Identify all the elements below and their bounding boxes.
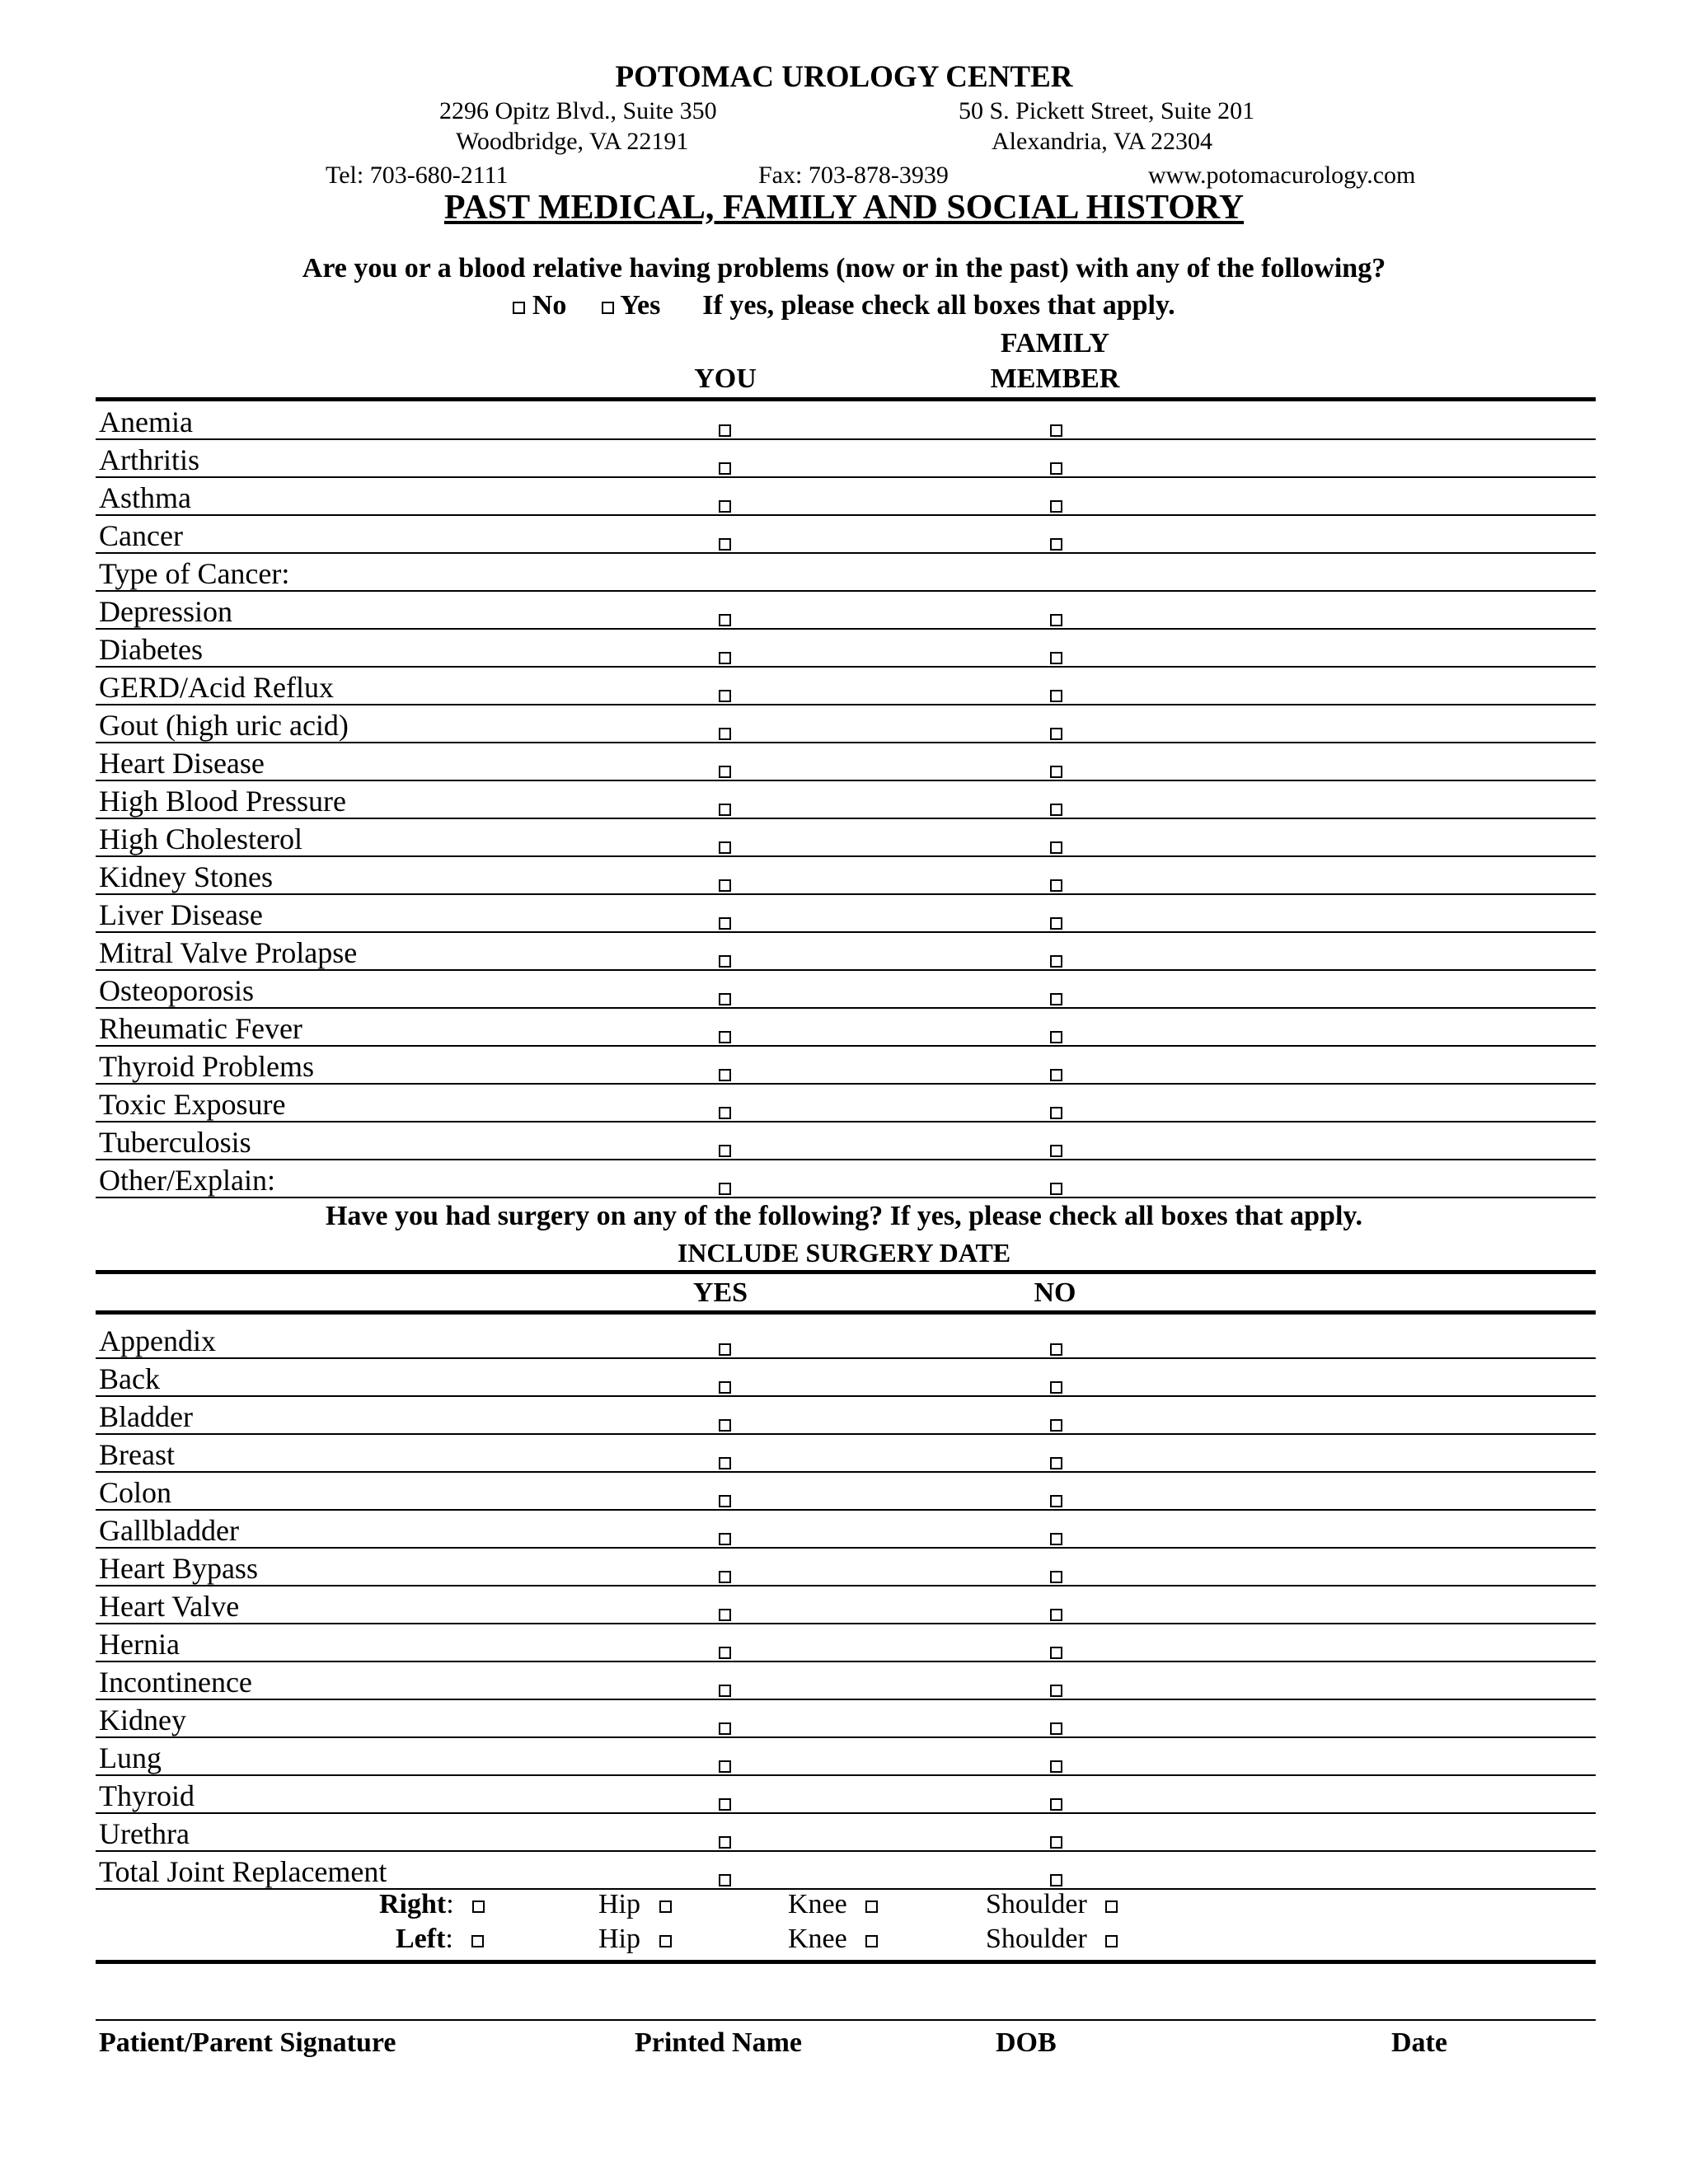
condition-label: Toxic Exposure bbox=[99, 1088, 286, 1121]
surgery-no-checkbox[interactable] bbox=[1050, 1495, 1062, 1507]
condition-label: Asthma bbox=[99, 481, 191, 514]
surgery-no-checkbox[interactable] bbox=[1050, 1457, 1062, 1469]
surgery-row bbox=[96, 1471, 1596, 1511]
condition-label: Osteoporosis bbox=[99, 974, 254, 1007]
condition-row bbox=[96, 704, 1596, 743]
surgery-label: Hernia bbox=[99, 1628, 180, 1661]
surgery-row bbox=[96, 1585, 1596, 1624]
history-instruction: If yes, please check all boxes that apply. bbox=[702, 290, 1175, 321]
joint-left-hip bbox=[598, 1924, 672, 1955]
joint-left-knee-checkbox[interactable] bbox=[865, 1935, 878, 1947]
surgery-label: Gallbladder bbox=[99, 1514, 239, 1547]
condition-row bbox=[96, 590, 1596, 630]
condition-row bbox=[96, 931, 1596, 971]
surgery-yes-checkbox[interactable] bbox=[719, 1722, 731, 1735]
you-checkbox[interactable] bbox=[719, 955, 731, 968]
col-no: NO bbox=[1034, 1277, 1076, 1308]
condition-label: Gout (high uric acid) bbox=[99, 709, 349, 742]
signature-line[interactable] bbox=[96, 2019, 1596, 2021]
condition-row bbox=[96, 628, 1596, 668]
yes-label: Yes bbox=[620, 290, 661, 321]
you-checkbox[interactable] bbox=[719, 841, 731, 854]
joint-right-knee-checkbox[interactable] bbox=[865, 1900, 878, 1913]
surgery-label: Appendix bbox=[99, 1324, 216, 1357]
joint-left-hip-label: Hip bbox=[598, 1924, 640, 1954]
condition-label: High Cholesterol bbox=[99, 823, 302, 855]
family-member-checkbox[interactable] bbox=[1050, 993, 1062, 1005]
you-checkbox[interactable] bbox=[719, 1031, 731, 1043]
you-checkbox[interactable] bbox=[719, 993, 731, 1005]
address1-line1: 2296 Opitz Blvd., Suite 350 bbox=[439, 97, 717, 124]
surgery-label: Urethra bbox=[99, 1817, 190, 1850]
joint-left-checkbox[interactable] bbox=[471, 1935, 484, 1947]
surgery-label: Total Joint Replacement bbox=[99, 1855, 387, 1888]
surgery-no-checkbox[interactable] bbox=[1050, 1836, 1062, 1849]
you-checkbox[interactable] bbox=[719, 879, 731, 892]
family-member-checkbox[interactable] bbox=[1050, 766, 1062, 778]
col-family-line2: MEMBER bbox=[990, 363, 1120, 394]
you-checkbox[interactable] bbox=[719, 766, 731, 778]
surgery-header-rule bbox=[96, 1310, 1596, 1315]
no-checkbox[interactable] bbox=[513, 302, 525, 314]
family-member-checkbox[interactable] bbox=[1050, 1069, 1062, 1081]
joint-right-knee-label: Knee bbox=[788, 1889, 847, 1919]
condition-row bbox=[96, 1159, 1596, 1198]
condition-label: Heart Disease bbox=[99, 747, 265, 780]
surgery-yes-checkbox[interactable] bbox=[719, 1874, 731, 1886]
family-member-checkbox[interactable] bbox=[1050, 804, 1062, 816]
surgery-yes-checkbox[interactable] bbox=[719, 1571, 731, 1583]
family-member-checkbox[interactable] bbox=[1050, 652, 1062, 664]
surgery-yes-checkbox[interactable] bbox=[719, 1343, 731, 1356]
condition-label: Diabetes bbox=[99, 633, 203, 666]
surgery-label: Kidney bbox=[99, 1704, 186, 1736]
condition-row bbox=[96, 1083, 1596, 1122]
family-member-checkbox[interactable] bbox=[1050, 538, 1062, 551]
joint-right-shoulder-label: Shoulder bbox=[986, 1889, 1087, 1919]
condition-row bbox=[96, 969, 1596, 1009]
you-checkbox[interactable] bbox=[719, 500, 731, 513]
surgery-row bbox=[96, 1509, 1596, 1549]
surgery-no-checkbox[interactable] bbox=[1050, 1609, 1062, 1621]
joint-left-knee bbox=[788, 1924, 878, 1955]
cancer-type-field[interactable] bbox=[96, 552, 1596, 592]
family-member-checkbox[interactable] bbox=[1050, 500, 1062, 513]
family-member-checkbox[interactable] bbox=[1050, 424, 1062, 437]
surgery-label: Lung bbox=[99, 1741, 162, 1774]
surgery-row bbox=[96, 1623, 1596, 1662]
address2-line1: 50 S. Pickett Street, Suite 201 bbox=[959, 97, 1255, 124]
surgery-no-checkbox[interactable] bbox=[1050, 1874, 1062, 1886]
surgery-yes-checkbox[interactable] bbox=[719, 1798, 731, 1811]
surgery-no-checkbox[interactable] bbox=[1050, 1381, 1062, 1394]
joint-right-hip-checkbox[interactable] bbox=[659, 1900, 672, 1913]
condition-row bbox=[96, 1007, 1596, 1047]
surgery-yes-checkbox[interactable] bbox=[719, 1381, 731, 1394]
joint-right-shoulder-checkbox[interactable] bbox=[1105, 1900, 1118, 1913]
condition-label: Kidney Stones bbox=[99, 860, 273, 893]
condition-row bbox=[96, 438, 1596, 478]
surgery-top-rule bbox=[96, 1270, 1596, 1274]
family-member-checkbox[interactable] bbox=[1050, 841, 1062, 854]
condition-row bbox=[96, 855, 1596, 895]
condition-row bbox=[96, 780, 1596, 819]
address1-line2: Woodbridge, VA 22191 bbox=[456, 128, 689, 155]
surgery-label: Heart Valve bbox=[99, 1590, 240, 1623]
surgery-label: Colon bbox=[99, 1476, 172, 1509]
joint-left-label: Left bbox=[396, 1924, 446, 1954]
surgery-no-checkbox[interactable] bbox=[1050, 1343, 1062, 1356]
surgery-label: Heart Bypass bbox=[99, 1552, 258, 1585]
condition-label: High Blood Pressure bbox=[99, 785, 346, 818]
joint-right-checkbox[interactable] bbox=[472, 1900, 485, 1913]
history-question: Are you or a blood relative having problems (now or in the past) with any of the following? bbox=[302, 253, 1386, 284]
condition-label: Rheumatic Fever bbox=[99, 1012, 302, 1045]
fax: Fax: 703-878-3939 bbox=[758, 162, 949, 189]
family-member-checkbox[interactable] bbox=[1050, 1107, 1062, 1119]
condition-label: Type of Cancer: bbox=[99, 557, 290, 590]
family-member-checkbox[interactable] bbox=[1050, 462, 1062, 475]
family-member-checkbox[interactable] bbox=[1050, 1145, 1062, 1157]
surgery-row bbox=[96, 1433, 1596, 1473]
surgery-row bbox=[96, 1699, 1596, 1738]
surgery-no-checkbox[interactable] bbox=[1050, 1571, 1062, 1583]
condition-row bbox=[96, 666, 1596, 705]
condition-row bbox=[96, 1045, 1596, 1085]
you-checkbox[interactable] bbox=[719, 1183, 731, 1195]
dob-label: DOB bbox=[996, 2027, 1057, 2058]
you-checkbox[interactable] bbox=[719, 462, 731, 475]
surgery-row bbox=[96, 1395, 1596, 1435]
date-label: Date bbox=[1391, 2027, 1447, 2058]
condition-label: Other/Explain: bbox=[99, 1164, 275, 1197]
family-member-checkbox[interactable] bbox=[1050, 614, 1062, 626]
you-checkbox[interactable] bbox=[719, 424, 731, 437]
surgery-yes-checkbox[interactable] bbox=[719, 1495, 731, 1507]
surgery-no-checkbox[interactable] bbox=[1050, 1685, 1062, 1697]
surgery-row bbox=[96, 1850, 1596, 1890]
col-family-line1: FAMILY bbox=[1000, 328, 1110, 359]
joint-right-knee bbox=[788, 1889, 878, 1920]
you-checkbox[interactable] bbox=[719, 538, 731, 551]
tel: Tel: 703-680-2111 bbox=[326, 162, 509, 189]
joint-left-row: Left: bbox=[396, 1924, 484, 1955]
you-checkbox[interactable] bbox=[719, 1145, 731, 1157]
history-answer-line bbox=[0, 290, 1688, 321]
condition-row bbox=[96, 1121, 1596, 1160]
condition-row bbox=[96, 476, 1596, 516]
condition-label: Mitral Valve Prolapse bbox=[99, 936, 358, 969]
joint-right-row: Right: bbox=[379, 1889, 485, 1920]
surgery-row bbox=[96, 1774, 1596, 1814]
form-title: PAST MEDICAL, FAMILY AND SOCIAL HISTORY bbox=[443, 189, 1245, 227]
surgery-yes-checkbox[interactable] bbox=[719, 1609, 731, 1621]
family-member-checkbox[interactable] bbox=[1050, 728, 1062, 740]
no-label: No bbox=[532, 290, 567, 321]
condition-row bbox=[96, 401, 1596, 440]
surgery-row bbox=[96, 1736, 1596, 1776]
joint-left-shoulder-checkbox[interactable] bbox=[1105, 1935, 1118, 1947]
surgery-no-checkbox[interactable] bbox=[1050, 1533, 1062, 1545]
org-name: POTOMAC UROLOGY CENTER bbox=[615, 60, 1073, 94]
condition-label: GERD/Acid Reflux bbox=[99, 671, 334, 704]
address2-line2: Alexandria, VA 22304 bbox=[992, 128, 1213, 155]
col-yes: YES bbox=[692, 1277, 748, 1308]
you-checkbox[interactable] bbox=[719, 652, 731, 664]
you-checkbox[interactable] bbox=[719, 1107, 731, 1119]
surgery-no-checkbox[interactable] bbox=[1050, 1419, 1062, 1432]
surgery-row bbox=[96, 1547, 1596, 1586]
surgery-label: Incontinence bbox=[99, 1666, 252, 1699]
condition-label: Tuberculosis bbox=[99, 1126, 251, 1159]
col-you: YOU bbox=[694, 363, 757, 394]
you-checkbox[interactable] bbox=[719, 804, 731, 816]
surgery-yes-checkbox[interactable] bbox=[719, 1760, 731, 1773]
joint-left-knee-label: Knee bbox=[788, 1924, 847, 1954]
surgery-yes-checkbox[interactable] bbox=[719, 1647, 731, 1659]
family-member-checkbox[interactable] bbox=[1050, 1183, 1062, 1195]
condition-row bbox=[96, 742, 1596, 781]
surgery-yes-checkbox[interactable] bbox=[719, 1533, 731, 1545]
yes-checkbox[interactable] bbox=[602, 302, 614, 314]
condition-row bbox=[96, 818, 1596, 857]
surgery-yes-checkbox[interactable] bbox=[719, 1836, 731, 1849]
surgery-row bbox=[96, 1357, 1596, 1397]
condition-label: Arthritis bbox=[99, 443, 199, 476]
surgery-yes-checkbox[interactable] bbox=[719, 1457, 731, 1469]
joint-right-shoulder bbox=[986, 1889, 1118, 1920]
condition-label: Depression bbox=[99, 595, 232, 628]
condition-row bbox=[96, 893, 1596, 933]
you-checkbox[interactable] bbox=[719, 728, 731, 740]
surgery-no-checkbox[interactable] bbox=[1050, 1760, 1062, 1773]
website: www.potomacurology.com bbox=[1148, 162, 1416, 189]
family-member-checkbox[interactable] bbox=[1050, 879, 1062, 892]
surgery-label: Bladder bbox=[99, 1400, 193, 1433]
surgery-label: Back bbox=[99, 1362, 160, 1395]
you-checkbox[interactable] bbox=[719, 690, 731, 702]
surgery-yes-checkbox[interactable] bbox=[719, 1685, 731, 1697]
joint-left-shoulder-label: Shoulder bbox=[986, 1924, 1087, 1954]
you-checkbox[interactable] bbox=[719, 1069, 731, 1081]
surgery-label: Thyroid bbox=[99, 1779, 195, 1812]
condition-label: Anemia bbox=[99, 405, 193, 438]
patient-signature-label: Patient/Parent Signature bbox=[99, 2027, 396, 2058]
surgery-row bbox=[96, 1661, 1596, 1700]
surgery-no-checkbox[interactable] bbox=[1050, 1722, 1062, 1735]
joint-right-hip-label: Hip bbox=[598, 1889, 640, 1919]
surgery-question: Have you had surgery on any of the following? If yes, please check all boxes that apply. bbox=[325, 1201, 1363, 1231]
condition-label: Thyroid Problems bbox=[99, 1050, 314, 1083]
surgery-no-checkbox[interactable] bbox=[1050, 1798, 1062, 1811]
surgery-no-checkbox[interactable] bbox=[1050, 1647, 1062, 1659]
surgery-row bbox=[96, 1319, 1596, 1359]
joint-right-hip bbox=[598, 1889, 672, 1920]
surgery-subheading: INCLUDE SURGERY DATE bbox=[677, 1238, 1011, 1268]
condition-label: Liver Disease bbox=[99, 898, 263, 931]
surgery-row bbox=[96, 1812, 1596, 1852]
surgery-yes-checkbox[interactable] bbox=[719, 1419, 731, 1432]
joint-left-hip-checkbox[interactable] bbox=[659, 1935, 672, 1947]
family-member-checkbox[interactable] bbox=[1050, 690, 1062, 702]
condition-row bbox=[96, 514, 1596, 554]
surgery-bottom-rule bbox=[96, 1960, 1596, 1964]
joint-right-label: Right bbox=[379, 1889, 447, 1919]
surgery-label: Breast bbox=[99, 1438, 175, 1471]
family-member-checkbox[interactable] bbox=[1050, 917, 1062, 930]
printed-name-label: Printed Name bbox=[635, 2027, 803, 2058]
joint-left-shoulder bbox=[986, 1924, 1118, 1955]
family-member-checkbox[interactable] bbox=[1050, 1031, 1062, 1043]
you-checkbox[interactable] bbox=[719, 917, 731, 930]
condition-label: Cancer bbox=[99, 519, 183, 552]
you-checkbox[interactable] bbox=[719, 614, 731, 626]
family-member-checkbox[interactable] bbox=[1050, 955, 1062, 968]
